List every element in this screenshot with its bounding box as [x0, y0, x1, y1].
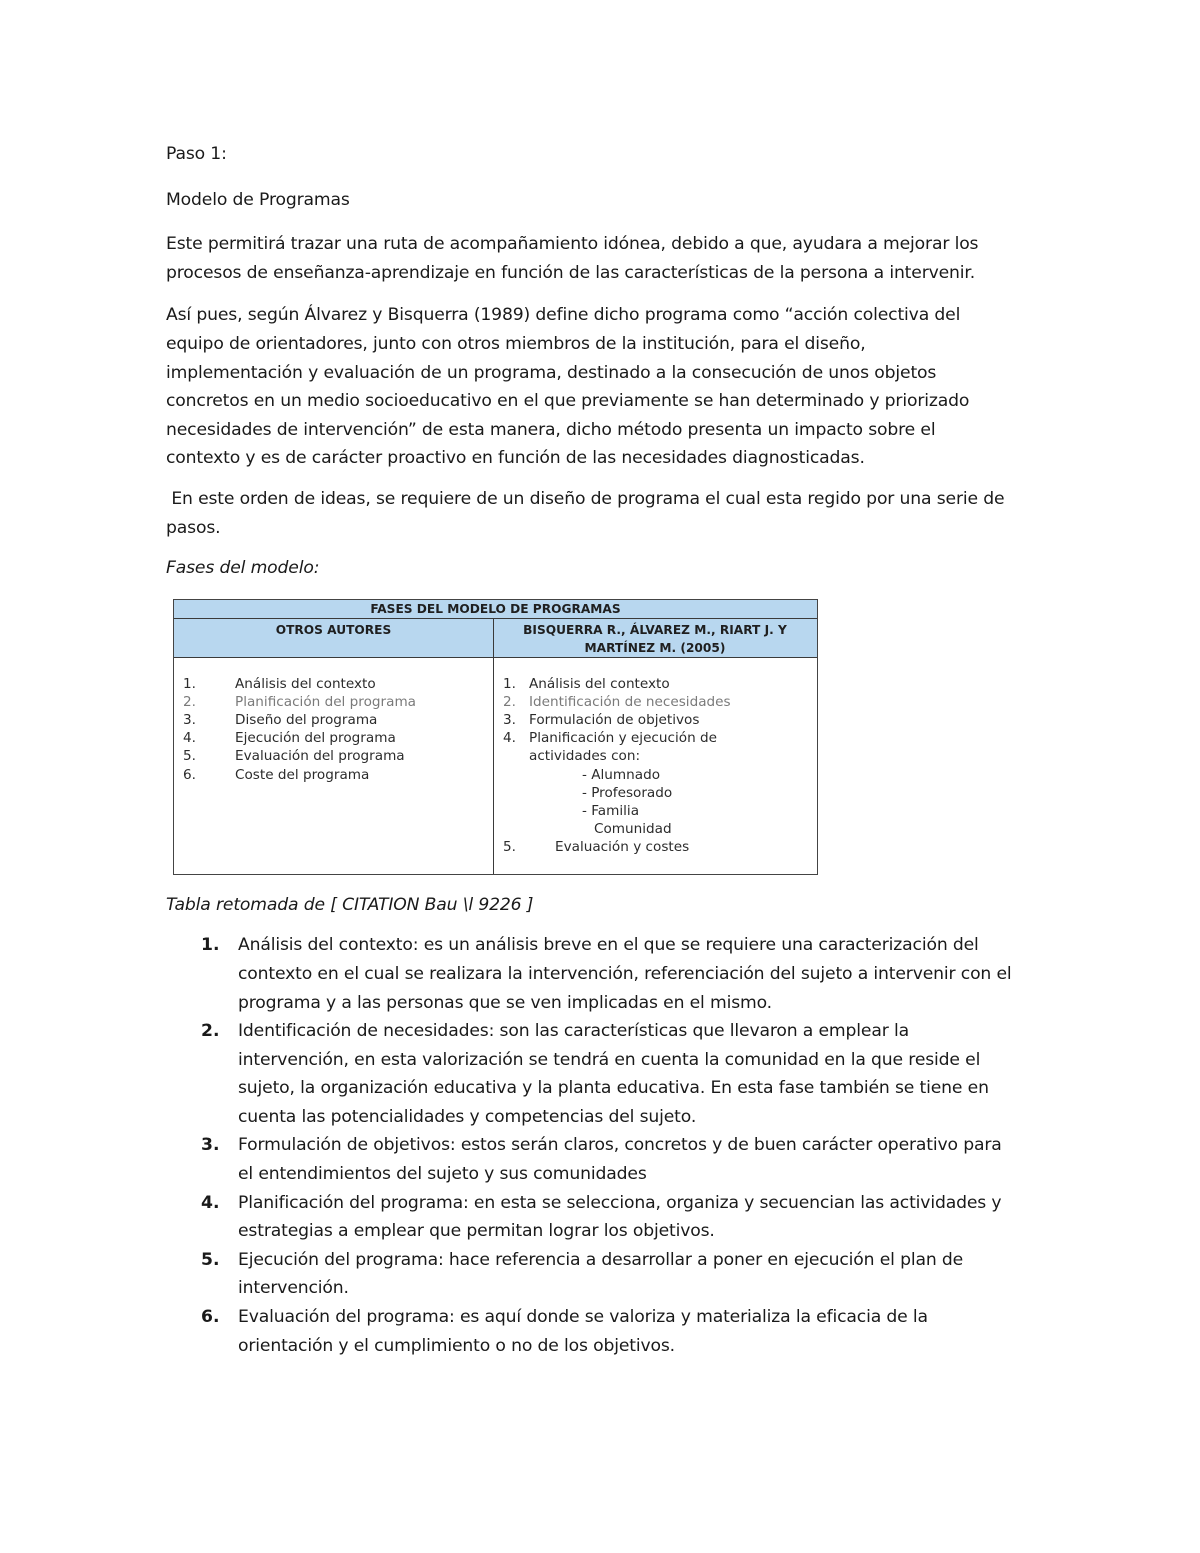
list-item-line: cuenta las potencialidades y competencias del sujeto.	[238, 1106, 697, 1127]
table-item-number: 4.	[503, 730, 516, 747]
table-item-number: 6.	[183, 766, 196, 783]
phases-table-image	[173, 599, 818, 875]
list-item	[166, 1017, 1034, 1131]
table-header-row	[174, 619, 817, 658]
paragraph-definition	[166, 301, 1034, 473]
list-item-marker: 2.	[201, 1021, 220, 1042]
list-item-line: Análisis del contexto: es un análisis breve en el que se requiere una caracterización del	[238, 935, 979, 956]
list-item-line: Ejecución del programa: hace referencia a desarrollar a poner en ejecución el plan de	[238, 1249, 964, 1270]
table-list-subitem	[494, 766, 816, 784]
table-item-number: 1.	[183, 675, 196, 692]
table-item-number: 4.	[183, 730, 196, 747]
table-title: FASES DEL MODELO DE PROGRAMAS	[174, 600, 817, 619]
paragraph-line: contexto y es de carácter proactivo en función de las necesidades diagnosticadas.	[166, 448, 865, 469]
table-item-text: Diseño del programa	[235, 712, 378, 729]
table-list-subitem	[494, 784, 816, 802]
list-item-marker: 3.	[201, 1135, 220, 1156]
table-caption: Tabla retomada de [ CITATION Bau \l 9226 ]	[166, 894, 534, 915]
table-item-text: actividades con:	[529, 748, 641, 765]
list-item	[166, 931, 1034, 1017]
table-list-item	[174, 693, 493, 711]
table-item-text: Evaluación y costes	[555, 839, 690, 856]
table-list-item	[174, 711, 493, 729]
paragraph-line: Así pues, según Álvarez y Bisquerra (1989) define dicho programa como “acción colectiva del	[166, 305, 961, 326]
table-list-item	[174, 729, 493, 747]
table-column-other-authors	[174, 658, 494, 874]
list-item-line: intervención.	[238, 1278, 349, 1299]
table-list-item	[494, 838, 816, 856]
document-content	[166, 140, 1034, 1360]
list-item-marker: 5.	[201, 1249, 220, 1270]
table-list-item	[174, 747, 493, 765]
list-item-line: sujeto, la organización educativa y la planta educativa. En esta fase también se tiene en	[238, 1078, 989, 1099]
table-item-text: Ejecución del programa	[235, 730, 396, 747]
table-item-text: Planificación y ejecución de	[529, 730, 718, 747]
table-item-number: 2.	[183, 693, 196, 710]
table-list-item	[494, 747, 816, 765]
list-item-line: contexto en el cual se realizara la intervención, referenciación del sujeto a intervenir con el	[238, 963, 1012, 984]
list-item-line: programa y a las personas que se ven implicadas en el mismo.	[238, 992, 772, 1013]
paragraph-line: necesidades de intervención” de esta manera, dicho método presenta un impacto sobre el	[166, 419, 936, 440]
table-header-right	[494, 619, 816, 657]
table-header-right-line: BISQUERRA R., ÁLVAREZ M., RIART J. Y	[523, 622, 787, 637]
table-item-number: 3.	[503, 712, 516, 729]
paragraph-design	[166, 485, 1034, 542]
paragraph-line: En este orden de ideas, se requiere de un diseño de programa el cual esta regido por una serie de	[166, 488, 1005, 509]
table-item-number: 5.	[183, 748, 196, 765]
table-item-text: Comunidad	[594, 821, 672, 838]
table-item-number: 1.	[503, 675, 516, 692]
list-item	[166, 1303, 1034, 1360]
list-item	[166, 1131, 1034, 1188]
list-item-line: orientación y el cumplimiento o no de los objetivos.	[238, 1335, 675, 1356]
table-item-text: Coste del programa	[235, 766, 370, 783]
table-item-text: - Profesorado	[582, 784, 673, 801]
table-header-left: OTROS AUTORES	[174, 619, 494, 657]
table-list-item	[174, 675, 493, 693]
table-header-right-line: MARTÍNEZ M. (2005)	[584, 640, 726, 655]
table-body	[174, 658, 817, 874]
list-item	[166, 1189, 1034, 1246]
list-item-marker: 1.	[201, 935, 220, 956]
table-list-item	[494, 711, 816, 729]
paragraph-line: Este permitirá trazar una ruta de acompañamiento idónea, debido a que, ayudara a mejorar los	[166, 234, 979, 255]
paragraph-line: procesos de enseñanza-aprendizaje en función de las características de la persona a intervenir.	[166, 262, 976, 283]
table-list-item	[494, 729, 816, 747]
list-item-line: Formulación de objetivos: estos serán claros, concretos y de buen carácter operativo para	[238, 1135, 1002, 1156]
list-item-marker: 6.	[201, 1307, 220, 1328]
table-list-item	[174, 766, 493, 784]
table-item-text: - Alumnado	[582, 766, 661, 783]
list-item-line: intervención, en esta valorización se tendrá en cuenta la comunidad en la que reside el	[238, 1049, 981, 1070]
section-subtitle: Modelo de Programas	[166, 189, 350, 210]
list-item-line: el entendimientos del sujeto y sus comunidades	[238, 1164, 647, 1185]
paragraph-line: implementación y evaluación de un programa, destinado a la consecución de unos objetos	[166, 362, 937, 383]
table-list-item	[494, 675, 816, 693]
paragraph-line: pasos.	[166, 517, 221, 538]
table-column-bisquerra	[494, 658, 816, 874]
table-list-subitem	[494, 802, 816, 820]
table-item-text: - Familia	[582, 803, 640, 820]
step-title: Paso 1:	[166, 144, 227, 164]
paragraph-line: equipo de orientadores, junto con otros miembros de la institución, para el diseño,	[166, 333, 866, 354]
table-item-text: Análisis del contexto	[529, 675, 670, 692]
table-item-text: Identificación de necesidades	[529, 693, 731, 710]
table-item-number: 3.	[183, 712, 196, 729]
list-item-marker: 4.	[201, 1192, 220, 1213]
table-item-text: Evaluación del programa	[235, 748, 405, 765]
table-item-text: Análisis del contexto	[235, 675, 376, 692]
list-item-line: estrategias a emplear que permitan lograr los objetivos.	[238, 1221, 715, 1242]
table-item-number: 5.	[503, 839, 516, 856]
table-item-text: Planificación del programa	[235, 693, 417, 710]
list-item	[166, 1246, 1034, 1303]
table-list-subitem	[494, 820, 816, 838]
list-item-line: Identificación de necesidades: son las características que llevaron a emplear la	[238, 1021, 909, 1042]
list-item-line: Evaluación del programa: es aquí donde se valoriza y materializa la eficacia de la	[238, 1307, 928, 1328]
phases-label: Fases del modelo:	[166, 558, 320, 579]
table-item-number: 2.	[503, 693, 516, 710]
table-item-text: Formulación de objetivos	[529, 712, 700, 729]
table-list-item	[494, 693, 816, 711]
phases-numbered-list	[166, 931, 1034, 1360]
paragraph-line: concretos en un medio socioeducativo en el que previamente se han determinado y priorizado	[166, 391, 970, 412]
list-item-line: Planificación del programa: en esta se selecciona, organiza y secuencian las actividades y	[238, 1192, 1002, 1213]
paragraph-intro	[166, 230, 1034, 287]
